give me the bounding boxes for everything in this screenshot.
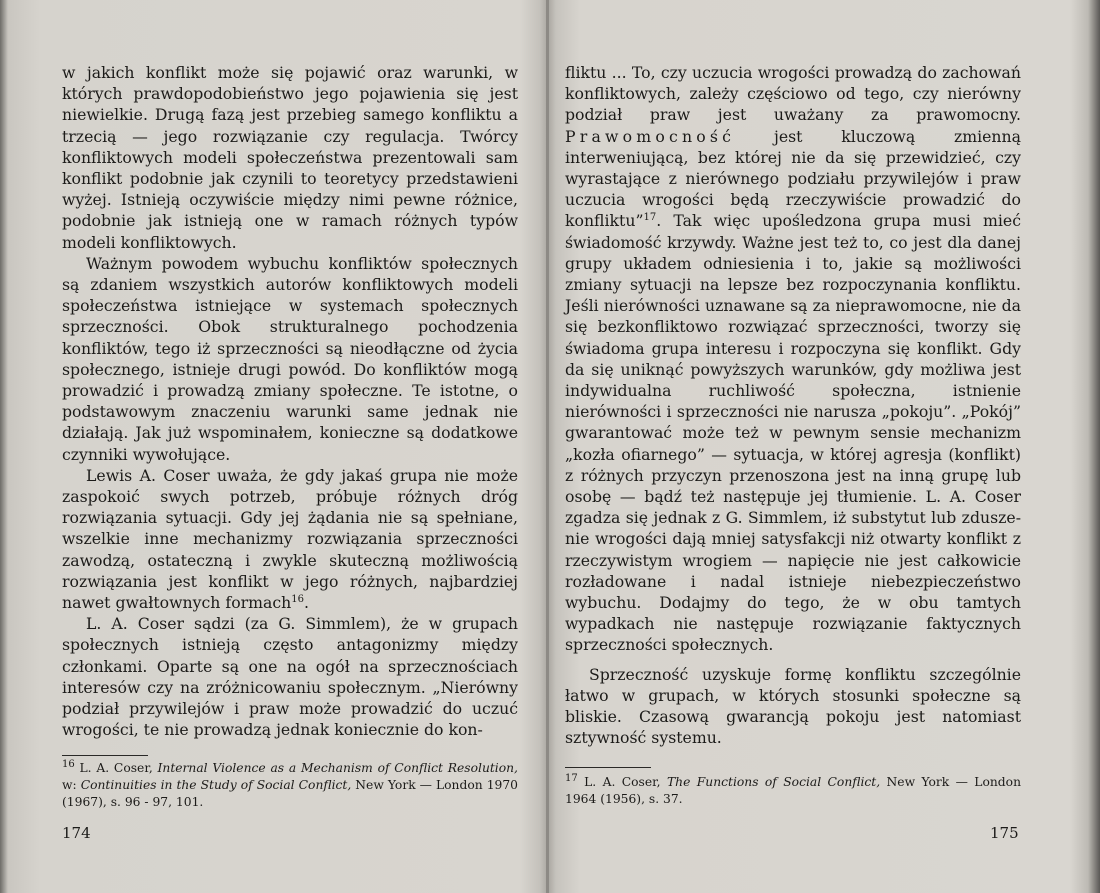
left-paragraph-3-text: Lewis A. Coser uważa, że gdy jakaś grupa nie może zaspokoić swych potrzeb, próbuje różnych dróg rozwiązania sytuacji. Gdy jej żądania nie są spełniane, wszelkie inne mechanizmy rozwiązania sprzeczności zawodzą, ostateczną i zwykle skuteczną możliwością rozwiązania jest konflikt w jego różnych, najbardziej nawet gwałtownych formach: [62, 465, 518, 613]
left-page-body: [62, 62, 518, 741]
footnote-16-title-2: Continuities in the Study of Social Conflict,: [80, 777, 352, 792]
page-number-right: 175: [990, 824, 1019, 842]
left-paragraph-2: Ważnym powodem wybuchu konfliktów społecznych są zdaniem wszystkich autorów konfliktowych modeli społeczeństwa istniejące w systemach społecznych sprzeczności. Obok strukturalnego pochodzenia konfliktów, tego iż sprzeczności są nieodłączne od życia społecznego, istnieje drugi powód. Do konfliktów mogą prowadzić i prowadzą zmiany społeczne. Te istotne, o podstawowym znaczeniu warunki same jednak nie działają. Jak już wspominałem, konieczne są dodatkowe czynniki wywołujące.: [62, 253, 518, 464]
footnote-17-title: The Functions of Social Conflict,: [666, 774, 881, 789]
page-number-left: 174: [62, 824, 91, 842]
footnote-17-number: 17: [565, 772, 578, 784]
footnote-16-mid: w:: [62, 777, 77, 792]
left-paragraph-3-end: .: [304, 593, 309, 613]
footnote-17-tail: New York — London 1964 (1956), s. 37.: [565, 774, 1021, 806]
footnote-16: [62, 760, 518, 811]
left-paragraph-4: L. A. Coser sądzi (za G. Simmlem), że w grupach społecznych istnieją często antagonizmy między członkami. Oparte są one na ogół na sprzecznościach interesów czy na zróżnicowaniu społecznym. „Nierówny podział przywilejów i praw może prowadzić do uczuć wrogości, te nie prowadzą jednak koniecznie do kon-: [62, 614, 518, 740]
footnote-17-author: L. A. Coser,: [584, 774, 661, 789]
right-paragraph-2: Sprzeczność uzyskuje formę konfliktu szczególnie łatwo w grupach, w których stosunki społeczne są bliskie. Czasową gwarancją pokoju jest natomiast sztywność systemu.: [565, 664, 1021, 748]
left-paragraph-1: w jakich konflikt może się pojawić oraz warunki, w których prawdopodobieństwo jego pojawienia się jest niewielkie. Drugą fazą jest przebieg samego konfliktu a trzecią — jego rozwiązanie czy regulacja. Twórcy konfliktowych modeli społeczeństwa prezentowali sam konflikt podobnie jak czynili to teoretycy przedstawieni wyżej. Istnieją oczywiście między nimi pewne różnice, podobnie jak istnieją one w ramach różnych typów modeli konfliktowych.: [62, 63, 518, 252]
book-gutter: [546, 0, 549, 893]
footnote-17: [565, 774, 1021, 808]
footnote-16-author: L. A. Coser,: [79, 760, 153, 775]
footnote-16-number: 16: [62, 758, 75, 770]
right-page-body: [565, 62, 1021, 749]
footnote-16-tail: New York — London 1970 (1967), s. 96 - 97, 101.: [62, 777, 518, 809]
right-paragraph-1: [565, 62, 1021, 656]
right-paragraph-1-b: jest kluczową zmienną interweniującą, bez której nie da się przewidzieć, czy wyrastające z nierównego podziału przywilejów i praw uczucia wrogości będą rzeczywiście prowadzić do konfliktu”: [565, 126, 1021, 231]
right-page: [565, 62, 1021, 808]
spaced-term: Prawomocność: [565, 126, 736, 146]
right-paragraph-1-c: . Tak więc upośledzona grupa musi mieć świadomość krzywdy. Ważne jest też to, co jest dla danej grupy układem odniesienia i to, jakie są możliwości zmiany sytuacji na lepsze bez rozpoczynania konfliktu. Jeśli nierówności uznawane są za nieprawomocne, nie da się bezkonfliktowo rozwiązać sprzeczności, tworzy się świadoma grupa interesu i rozpoczyna się konflikt. Gdy da się uniknąć powyższych warunków, gdy możliwa jest indywidualna ruchliwość społeczna, istnienie nierówności i sprzeczności nie narusza „pokoju”. „Pokój” gwarantować może też w pewnym sensie mechanizm „kozła ofiarnego” — sytuacja, w której agresja (konflikt) z różnych przyczyn przenoszona jest na inną grupę lub osobę — bądź też następuje jej tłumienie. L. A. Coser zgadza się jednak z G. Simmlem, iż substytut lub zduszenie wrogości dają mniej satysfakcji niż otwarty konflikt z rzeczywistym wrogiem — napięcie nie jest całkowicie rozładowane i nadal istnieje niebezpieczeństwo wybuchu. Dodajmy do tego, że w obu tamtych wypadkach nie następuje rozwiązanie faktycznych sprzeczności społecznych.: [565, 211, 1021, 655]
right-paragraph-1-a: fliktu ... To, czy uczucia wrogości prowadzą do zachowań konfliktowych, zależy częściowo od tego, czy nierówny podział praw jest uważany za prawomocny.: [565, 63, 1021, 125]
left-paragraph-3: [62, 465, 518, 613]
footnote-ref-16: 16: [291, 593, 304, 605]
footnote-16-title-1: Internal Violence as a Mechanism of Conflict Resolution,: [157, 760, 518, 775]
footnote-ref-17: 17: [643, 212, 657, 224]
left-page: [62, 62, 518, 811]
